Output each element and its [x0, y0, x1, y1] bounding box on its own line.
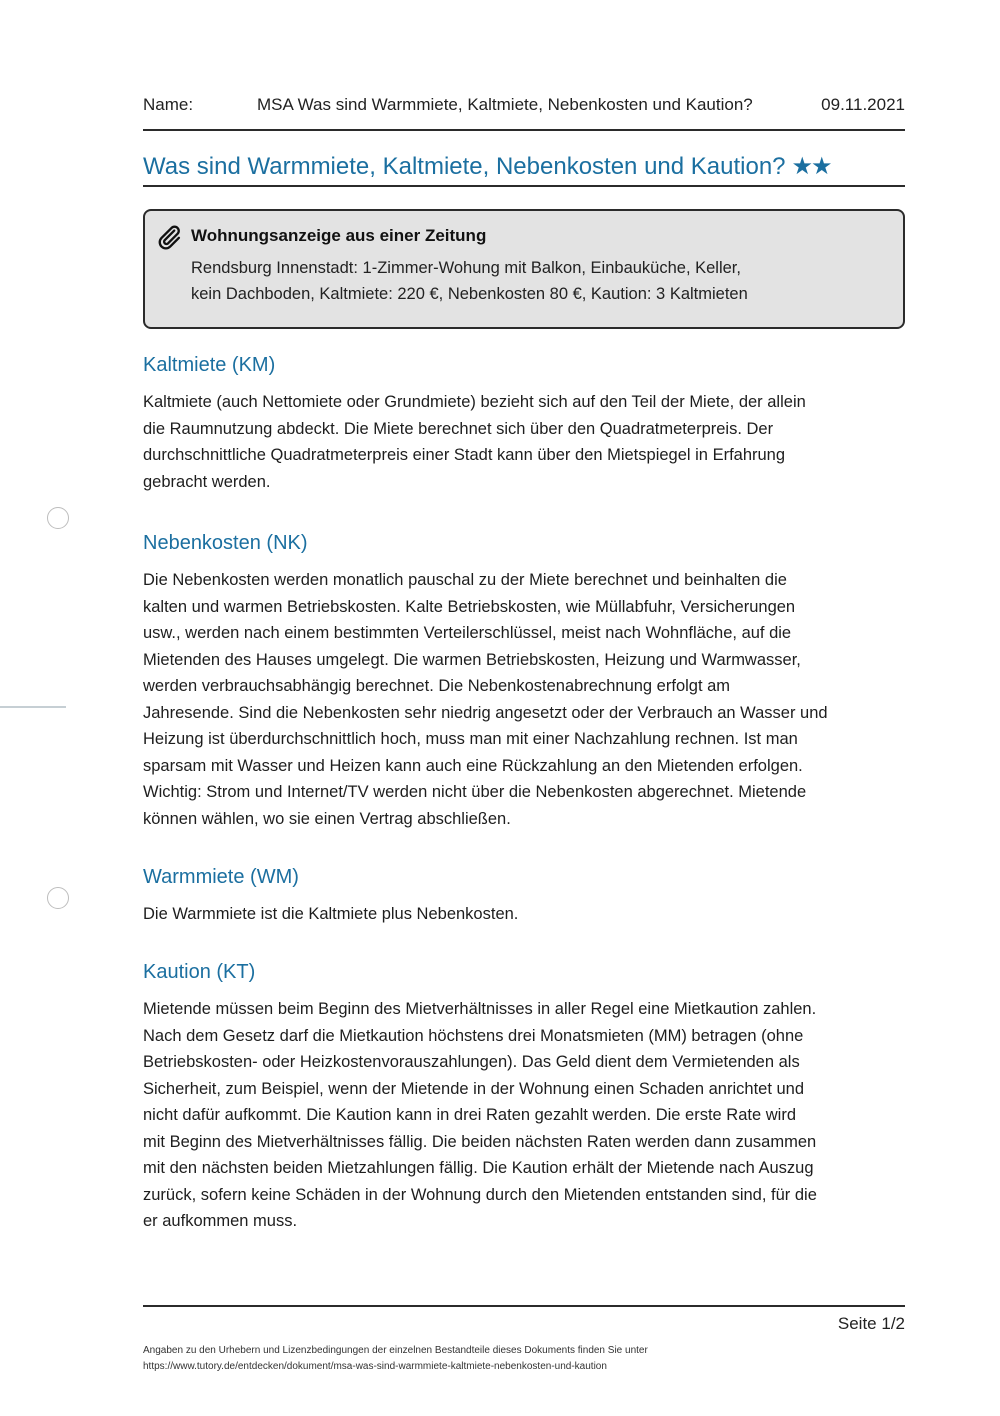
text-line: er aufkommen muss. — [143, 1212, 298, 1230]
section-text-kaution — [143, 996, 908, 1235]
punch-hole-mark-top — [47, 507, 69, 529]
ad-line: kein Dachboden, Kaltmiete: 220 €, Nebenkosten 80 €, Kaution: 3 Kaltmieten — [191, 285, 748, 303]
header-date: 09.11.2021 — [821, 95, 905, 114]
text-line: Kaltmiete (auch Nettomiete oder Grundmiete) bezieht sich auf den Teil der Miete, der allein — [143, 393, 806, 411]
ad-box-text — [191, 255, 891, 307]
header-doc-title: MSA Was sind Warmmiete, Kaltmiete, Nebenkosten und Kaution? — [257, 95, 753, 114]
title-divider — [143, 185, 905, 187]
text-line: können wählen, wo sie einen Vertrag abschließen. — [143, 809, 511, 828]
text-line: Heizung ist überdurchschnittlich hoch, muss man mit einer Nachzahlung rechnen. Ist man — [143, 730, 798, 748]
footer-divider — [143, 1305, 905, 1307]
page-title — [143, 152, 831, 181]
section-text-warmmiete — [143, 901, 908, 928]
section-heading-nebenkosten: Nebenkosten (NK) — [143, 532, 308, 554]
punch-hole-mark-bottom — [47, 887, 69, 909]
text-line: sparsam mit Wasser und Heizen kann auch eine Rückzahlung an den Mietenden erfolgen. — [143, 756, 803, 775]
header-divider — [143, 129, 905, 131]
section-text-nebenkosten — [143, 567, 908, 832]
text-line: Mietenden des Hauses umgelegt. Die warmen Betriebskosten, Heizung und Warmwasser, — [143, 650, 801, 669]
text-line: nicht dafür aufkommt. Die Kaution kann in drei Raten gezahlt werden. Die erste Rate wird — [143, 1106, 796, 1124]
text-line: Die Warmmiete ist die Kaltmiete plus Nebenkosten. — [143, 905, 519, 923]
license-note — [143, 1343, 843, 1375]
page-header — [143, 95, 905, 119]
text-line: Wichtig: Strom und Internet/TV werden nicht über die Nebenkosten abgerechnet. Mietende — [143, 783, 807, 801]
section-heading-warmmiete: Warmmiete (WM) — [143, 866, 299, 888]
text-line: Jahresende. Sind die Nebenkosten sehr niedrig angesetzt oder der Verbrauch an Wasser und — [143, 703, 828, 722]
text-line: Betriebskosten- oder Heizkostenvorauszahlungen). Das Geld dient dem Vermietenden als — [143, 1053, 800, 1071]
text-line: kalten und warmen Betriebskosten. Kalte Betriebskosten, wie Müllabfuhr, Versicherungen — [143, 597, 796, 616]
section-text-kaltmiete — [143, 389, 908, 495]
text-line: gebracht werden. — [143, 472, 271, 491]
text-line: mit Beginn des Mietverhältnisses fällig. Die beiden nächsten Raten werden dann zusammen — [143, 1132, 817, 1151]
paperclip-icon — [155, 223, 183, 251]
text-line: Sicherheit, zum Beispiel, wenn der Mietende in der Wohnung einen Schaden anrichtet und — [143, 1079, 805, 1098]
text-line: Mietende müssen beim Beginn des Mietverhältnisses in aller Regel eine Mietkaution zahlen. — [143, 1000, 817, 1018]
name-label: Name: — [143, 95, 194, 114]
text-line: usw., werden nach einem bestimmten Verteilerschlüssel, meist nach Wohnfläche, auf die — [143, 624, 792, 642]
section-heading-kaltmiete: Kaltmiete (KM) — [143, 354, 276, 376]
text-line: die Raumnutzung abdeckt. Die Miete berechnet sich über den Quadratmeterpreis. Der — [143, 419, 774, 438]
text-line: Nach dem Gesetz darf die Mietkaution höchstens drei Monatsmieten (MM) betragen (ohne — [143, 1026, 804, 1045]
text-line: Die Nebenkosten werden monatlich pauschal zu der Miete berechnet und beinhalten die — [143, 571, 787, 589]
page-number: Seite 1/2 — [837, 1314, 905, 1333]
text-line: mit den nächsten beiden Mietzahlungen fällig. Die Kaution erhält der Mietende nach Auszug — [143, 1159, 814, 1177]
page-title-text: Was sind Warmmiete, Kaltmiete, Nebenkosten und Kaution? — [143, 153, 786, 180]
license-link[interactable]: https://www.tutory.de/entdecken/dokument/msa-was-sind-warmmiete-kaltmiete-nebenkosten-und-kaution — [143, 1361, 607, 1372]
ad-box-title: Wohnungsanzeige aus einer Zeitung — [191, 226, 487, 245]
text-line: durchschnittliche Quadratmeterpreis einer Stadt kann über den Mietspiegel in Erfahrung — [143, 446, 786, 464]
ad-line: Rendsburg Innenstadt: 1-Zimmer-Wohung mit Balkon, Einbauküche, Keller, — [191, 259, 741, 277]
license-note-text: Angaben zu den Urhebern und Lizenzbedingungen der einzelnen Bestandteile dieses Dokuments finden Sie unter — [143, 1345, 648, 1356]
fold-mark — [0, 706, 66, 708]
apartment-ad-box — [143, 209, 905, 329]
difficulty-stars-icon: ★★ — [791, 153, 831, 180]
section-heading-kaution: Kaution (KT) — [143, 961, 256, 983]
text-line: zurück, sofern keine Schäden in der Wohnung durch den Mietenden entstanden sind, für die — [143, 1185, 817, 1204]
text-line: werden verbrauchsabhängig berechnet. Die Nebenkostenabrechnung erfolgt am — [143, 677, 731, 695]
